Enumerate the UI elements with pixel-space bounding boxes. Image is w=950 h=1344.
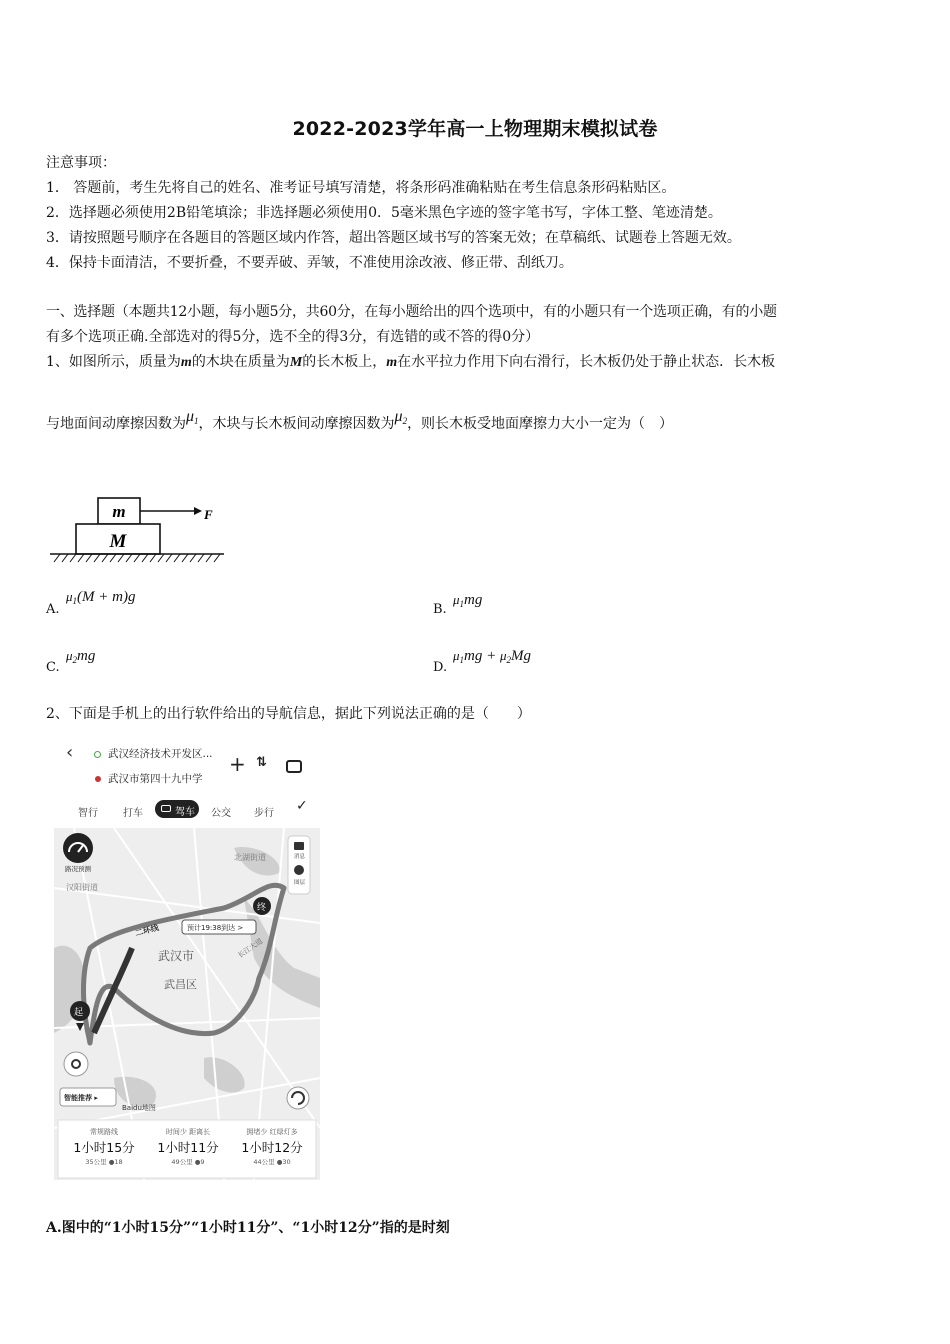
svg-text:武昌区: 武昌区 — [164, 978, 197, 991]
route-option-1[interactable]: 常规路线 1小时15分 35公里 ●18 — [73, 1128, 135, 1166]
svg-text:预计19:38到达 >: 预计19:38到达 > — [187, 924, 244, 932]
notice-item-2: 2．选择题必须使用2B铅笔填涂；非选择题必须使用0．5毫米黑色字迹的签字笔书写，字体工整、笔迹清楚。 — [46, 205, 722, 221]
section-intro-line1: 一、选择题（本题共12小题，每小题5分，共60分，在每小题给出的四个选项中，有的小题只有一个选项正确，有的小题 — [46, 304, 777, 320]
ground-hatching — [54, 554, 220, 562]
svg-text:路况预测: 路况预测 — [65, 865, 91, 873]
notice-item-3: 3．请按照题号顺序在各题目的答题区域内作答，超出答题区域书写的答案无效；在草稿纸、试题卷上答题无效。 — [46, 230, 741, 246]
refresh-icon — [287, 1087, 309, 1109]
page-title: 2022-2023学年高一上物理期末模拟试卷 — [292, 118, 658, 140]
big-block-label: M — [109, 531, 127, 552]
svg-text:二环线: 二环线 — [134, 923, 160, 938]
layer-icon — [294, 865, 304, 875]
svg-text:汉阳街道: 汉阳街道 — [66, 883, 98, 892]
q1-figure-blocks — [46, 488, 232, 572]
tab-drive-active[interactable]: 驾车 — [155, 800, 199, 818]
end-location[interactable]: 武汉市第四十九中学 — [108, 773, 203, 785]
force-label: F — [204, 507, 213, 522]
q1-stem-line1: 1、如图所示，质量为m的木块在质量为M的长木板上，m在水平拉力作用下向右滑行，长木板仍处于静止状态．长木板 — [46, 354, 776, 370]
svg-text:起: 起 — [74, 1008, 84, 1018]
small-block-label: m — [112, 502, 126, 521]
svg-text:消息: 消息 — [294, 854, 306, 860]
tab-zhixing[interactable]: 智行 — [78, 808, 98, 819]
svg-text:终: 终 — [257, 903, 267, 913]
message-icon — [294, 842, 304, 850]
svg-text:图层: 图层 — [294, 880, 306, 886]
route-option-3[interactable]: 拥堵少 红绿灯多 1小时12分 44公里 ●30 — [241, 1128, 303, 1166]
svg-text:长江大道: 长江大道 — [236, 937, 265, 960]
svg-text:智能推荐 ▸: 智能推荐 ▸ — [64, 1094, 98, 1102]
notice-item-4: 4．保持卡面清洁，不要折叠，不要弄破、弄皱，不准使用涂改液、修正带、刮纸刀。 — [46, 255, 573, 271]
force-arrow-head — [194, 507, 202, 515]
car-icon — [161, 805, 171, 812]
svg-text:北湖街道: 北湖街道 — [234, 853, 266, 862]
route-option-2[interactable]: 时间少 距离长 1小时11分 49公里 ●9 — [157, 1128, 219, 1166]
svg-text:Baidu地图: Baidu地图 — [122, 1104, 156, 1112]
tab-bus[interactable]: 公交 — [211, 808, 231, 819]
q1-stem-line2: 与地面间动摩擦因数为$\mu_1$，木块与长木板间动摩擦因数为$\mu_2$，则长木板受地面摩擦力大小一定为（ ） — [46, 408, 674, 432]
section-intro-line2: 有多个选项正确.全部选对的得5分，选不全的得3分，有选错的或不答的得0分） — [46, 329, 540, 345]
tab-taxi[interactable]: 打车 — [123, 808, 143, 819]
more-tabs-icon[interactable]: ✓ — [296, 798, 308, 814]
q2-stem: 2、下面是手机上的出行软件给出的导航信息，据此下列说法正确的是（ ） — [46, 706, 531, 722]
add-stop-icon[interactable]: + — [229, 752, 246, 776]
end-dot-icon — [95, 776, 101, 782]
locate-icon — [64, 1052, 88, 1076]
mu2-symbol: $\mu_2$ — [394, 408, 408, 426]
navigation-app-screenshot — [54, 740, 320, 1180]
svg-text:武汉市: 武汉市 — [158, 949, 195, 963]
tab-walk[interactable]: 步行 — [254, 808, 274, 819]
notice-heading: 注意事项： — [46, 155, 116, 171]
back-icon[interactable]: ‹ — [66, 742, 74, 763]
q2-option-a[interactable]: A.图中的“1小时15分”“1小时11分”、“1小时12分”指的是时刻 — [46, 1220, 450, 1236]
notice-item-1: 1． 答题前，考生先将自己的姓名、准考证号填写清楚，将条形码准确粘贴在考生信息条形码粘贴区。 — [46, 180, 676, 196]
start-dot-icon — [94, 751, 101, 758]
traffic-forecast-icon — [63, 833, 93, 863]
start-location[interactable]: 武汉经济技术开发区... — [108, 748, 213, 760]
swap-icon[interactable]: ⇅ — [256, 755, 267, 770]
mu1-symbol: $\mu_1$ — [186, 408, 199, 426]
vehicle-icon[interactable] — [286, 760, 302, 773]
